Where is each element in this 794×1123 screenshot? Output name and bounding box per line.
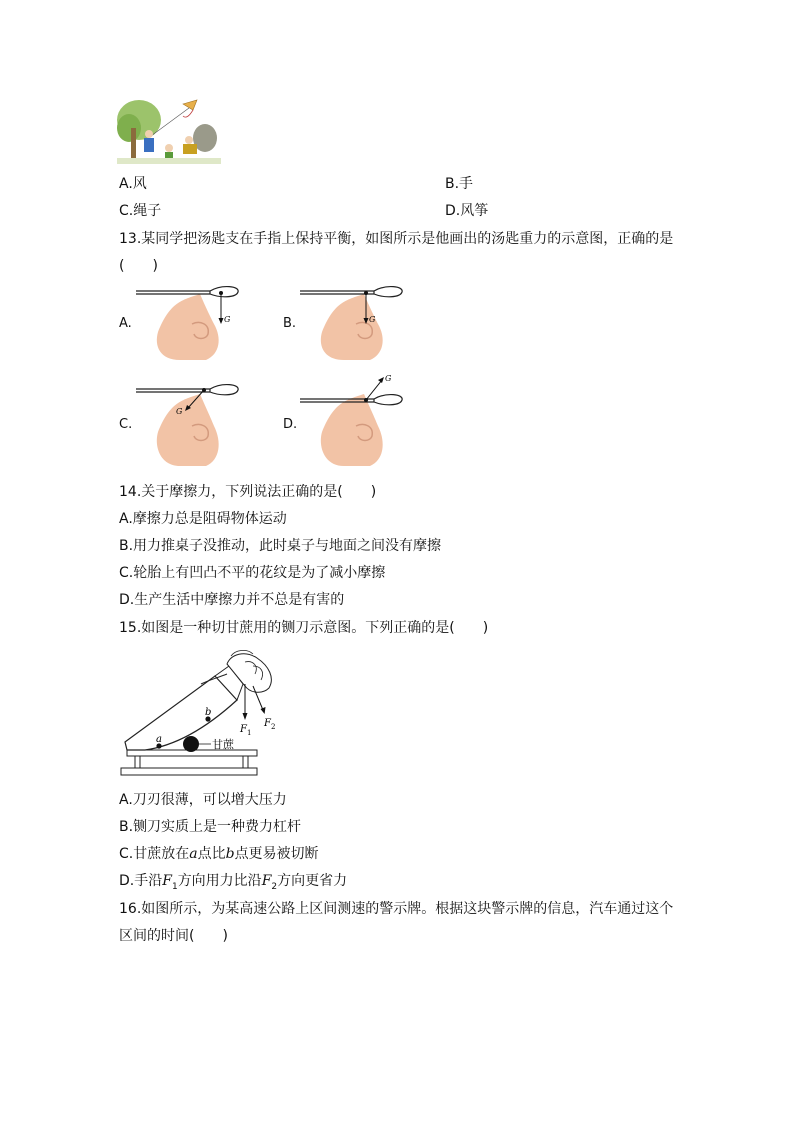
q12-option-a: A.风 xyxy=(119,176,147,192)
q15-stem: 15.如图是一种切甘蔗用的铡刀示意图。下列正确的是( ) xyxy=(119,620,489,636)
q15-option-d-var-f2: F xyxy=(261,873,272,889)
q13-g-symbol-d: G xyxy=(385,374,392,383)
q15-option-c-part2: 点比 xyxy=(197,846,226,862)
q12-option-c: C.绳子 xyxy=(119,203,162,219)
q13-g-symbol-a: G xyxy=(224,315,231,324)
q15-option-a: A.刀刃很薄，可以增大压力 xyxy=(119,792,287,808)
q15-option-d-sub2: 2 xyxy=(271,881,278,892)
q15-option-d-part1: D.手沿 xyxy=(119,873,163,889)
q15-option-d-var-f1: F xyxy=(162,873,172,889)
q13-stem-line2: ( ) xyxy=(119,258,158,274)
spoon-figure-d xyxy=(294,372,409,470)
spoon-figure-b xyxy=(294,280,409,362)
q15-option-c-var-b: b xyxy=(225,846,235,862)
q15-point-b-label: b xyxy=(205,707,212,718)
spoon-figure-a xyxy=(130,280,245,362)
q13-stem-line1: 13.某同学把汤匙支在手指上保持平衡，如图所示是他画出的汤匙重力的示意图，正确的是 xyxy=(119,231,674,247)
spoon-figure-c xyxy=(130,380,245,470)
q13-g-symbol-c: G xyxy=(176,407,183,416)
kite-illustration xyxy=(117,98,221,164)
q15-option-b: B.铡刀实质上是一种费力杠杆 xyxy=(119,819,302,835)
q14-option-a: A.摩擦力总是阻碍物体运动 xyxy=(119,511,287,527)
guillotine-figure xyxy=(119,648,281,780)
q15-option-c xyxy=(119,844,319,864)
q13-label-a: A. xyxy=(119,316,132,331)
q13-g-symbol-b: G xyxy=(369,315,376,324)
q15-option-d-part2: 方向用力比沿 xyxy=(177,873,262,889)
q15-option-c-var-a: a xyxy=(189,846,198,862)
q14-option-d: D.生产生活中摩擦力并不总是有害的 xyxy=(119,592,345,608)
q15-f2-label: F xyxy=(264,718,271,729)
q15-option-d-part3: 方向更省力 xyxy=(277,873,348,889)
q15-f1-label: F xyxy=(240,724,247,735)
q13-label-b: B. xyxy=(283,316,297,331)
q14-stem: 14.关于摩擦力，下列说法正确的是( ) xyxy=(119,484,377,500)
q15-f1-subscript: 1 xyxy=(247,729,252,737)
q14-option-c: C.轮胎上有凹凸不平的花纹是为了减小摩擦 xyxy=(119,565,386,581)
q14-option-b: B.用力推桌子没推动，此时桌子与地面之间没有摩擦 xyxy=(119,538,442,554)
q15-f2-subscript: 2 xyxy=(271,723,276,731)
q15-option-c-part1: C.甘蔗放在 xyxy=(119,846,190,862)
q15-point-a-label: a xyxy=(156,734,162,745)
q15-option-d xyxy=(119,871,347,897)
q15-option-c-part3: 点更易被切断 xyxy=(234,846,319,862)
q12-option-d: D.风筝 xyxy=(445,203,489,219)
q15-option-d-sub1: 1 xyxy=(171,881,178,892)
q12-option-b: B.手 xyxy=(445,176,474,192)
q15-sugarcane-label: 甘蔗 xyxy=(212,738,234,751)
q16-stem-line2: 区间的时间( ) xyxy=(119,928,228,944)
q16-stem-line1: 16.如图所示，为某高速公路上区间测速的警示牌。根据这块警示牌的信息，汽车通过这个 xyxy=(119,901,674,917)
q13-label-d: D. xyxy=(283,417,298,432)
q13-label-c: C. xyxy=(119,417,133,432)
